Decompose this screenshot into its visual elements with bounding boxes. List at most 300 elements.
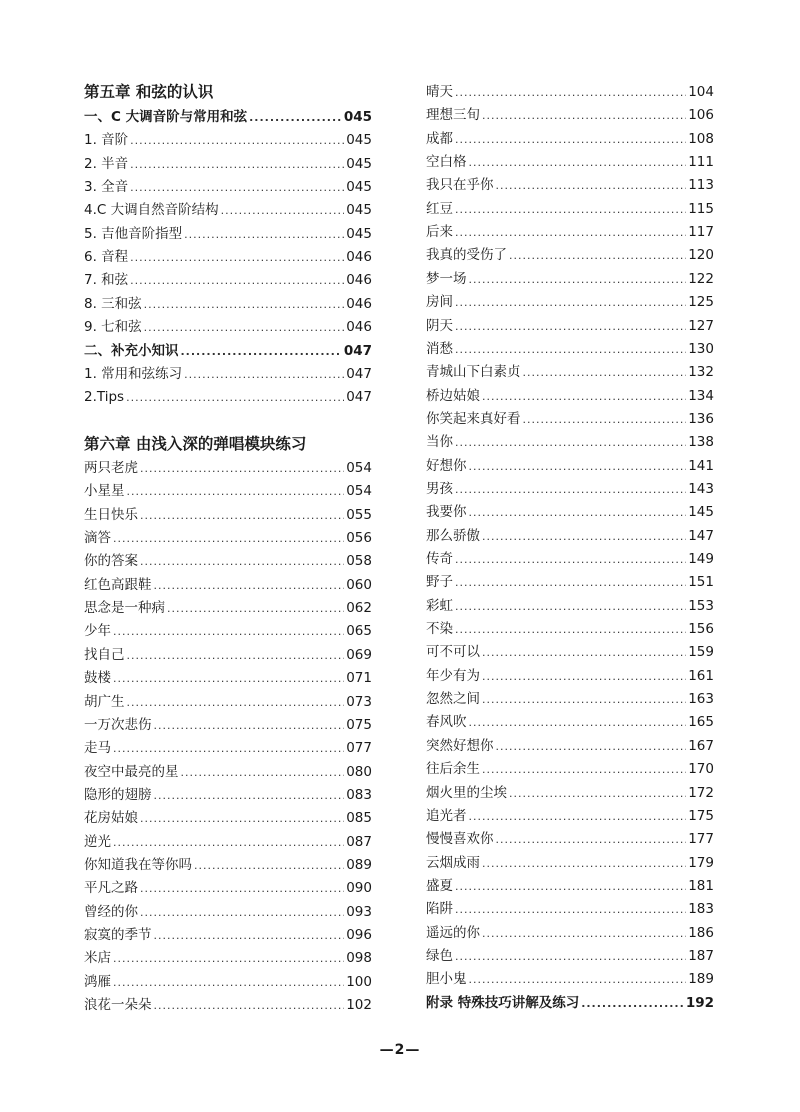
toc-entry-page: 153 [688,597,714,614]
toc-entry-page: 046 [346,319,372,336]
toc-entry-title: 寂寞的季节 [84,927,152,943]
toc-entry-title: 年少有为 [426,667,480,684]
toc-entry-page: 047 [346,389,372,406]
toc-entry [426,456,714,476]
dot-leader [581,994,684,1014]
toc-entry-title: 突然好想你 [426,737,494,754]
dot-leader [130,271,344,291]
toc-entry-page: 047 [346,365,372,382]
dot-leader [130,248,344,268]
dot-leader [496,830,687,850]
toc-entry-page: 117 [688,224,714,241]
dot-leader [482,667,686,687]
dot-leader [221,201,345,221]
toc-entry [426,946,714,966]
toc-entry-title: 一、C 大调音阶与常用和弦 [84,109,248,125]
toc-entry-page: 170 [688,761,714,778]
dot-leader [140,552,344,572]
dot-leader [113,973,344,993]
toc-entry-page: 045 [343,109,372,125]
toc-entry [426,175,714,195]
dot-leader [154,996,345,1016]
toc-entry-page: 096 [346,927,372,943]
toc-entry-page: 186 [688,924,714,941]
toc-entry-page: 090 [346,880,372,897]
toc-entry-page: 167 [688,737,714,754]
toc-entry [426,596,714,616]
toc-entry-page: 192 [685,994,714,1011]
toc-entry-page: 156 [688,621,714,638]
dot-leader [455,550,686,570]
dot-leader [144,295,345,315]
toc-entry [426,526,714,546]
dot-leader [154,786,345,806]
toc-entry-title: 可不可以 [426,644,480,661]
toc-entry-page: 045 [346,132,372,149]
toc-entry [426,362,714,382]
toc-entry-page: 120 [688,247,714,264]
toc-entry-title: 慢慢喜欢你 [426,831,494,848]
toc-entry [84,154,372,174]
toc-entry-page: 060 [346,576,372,593]
toc-entry [84,785,372,805]
toc-entry [426,269,714,289]
dot-leader [455,200,686,220]
dot-leader [113,622,344,642]
dot-leader [455,293,686,313]
toc-entry-page: 054 [346,483,372,500]
toc-entry [426,316,714,336]
toc-entry-page: 130 [688,340,714,357]
toc-entry [84,972,372,992]
toc-entry-title: 我要你 [426,504,467,521]
toc-entry [426,876,714,896]
toc-entry-page: 138 [688,434,714,451]
dot-leader [154,576,345,596]
toc-entry [426,245,714,265]
toc-entry-page: 183 [688,901,714,918]
dot-leader [113,833,344,853]
dot-leader [455,223,686,243]
toc-entry-title: 隐形的翅膀 [84,786,152,803]
toc-entry [84,481,372,501]
toc-entry-title: 你笑起来真好看 [426,410,521,427]
dot-leader [455,83,686,103]
dot-leader [113,949,344,969]
toc-entry-title: 成都 [426,130,453,147]
chapter-6-heading: 第六章 由浅入深的弹唱模块练习 [84,435,307,453]
dot-leader [509,246,686,266]
toc-entry-title: 8. 三和弦 [84,295,142,312]
toc-entry-title: 1. 音阶 [84,132,129,149]
toc-entry [426,502,714,522]
dot-leader [455,433,686,453]
toc-entry-page: 073 [346,693,372,710]
toc-entry [84,458,372,478]
toc-entry-page: 187 [688,947,714,964]
dot-leader [455,877,686,897]
toc-entry-title: 4.C 大调自然音阶结构 [84,202,219,219]
toc-entry [426,666,714,686]
toc-entry-title: 忽然之间 [426,691,480,708]
toc-entry [84,692,372,712]
toc-entry-page: 113 [688,177,714,194]
toc-entry-title: 鸿雁 [84,973,111,990]
dot-leader [469,503,687,523]
toc-entry [426,736,714,756]
dot-leader [455,597,686,617]
dot-leader [469,970,687,990]
dot-leader [482,106,686,126]
toc-entry-page: 159 [688,644,714,661]
toc-entry-page: 181 [688,877,714,894]
toc-entry [84,855,372,875]
toc-entry-title: 理想三旬 [426,107,480,124]
dot-leader [181,763,345,783]
dot-leader [455,947,686,967]
toc-entry-title: 两只老虎 [84,460,138,476]
toc-entry-title: 走马 [84,740,111,757]
dot-leader [523,363,687,383]
toc-entry-page: 077 [346,740,372,757]
toc-entry-title: 2.Tips [84,389,125,406]
toc-entry-title: 野子 [426,574,453,591]
toc-entry [84,270,372,290]
toc-entry [84,645,372,665]
toc-entry-title: 花房姑娘 [84,810,138,827]
toc-entry-page: 143 [688,480,714,497]
dot-leader [140,459,344,479]
dot-leader [181,342,342,362]
toc-entry [84,598,372,618]
toc-entry-page: 083 [346,786,372,803]
dot-leader [455,620,686,640]
toc-entry-title: 红色高跟鞋 [84,576,152,593]
toc-entry-page: 055 [346,506,372,523]
toc-entry [84,668,372,688]
toc-entry [426,386,714,406]
toc-entry [426,712,714,732]
toc-entry-title: 传奇 [426,551,453,567]
toc-entry [84,341,372,361]
toc-entry [426,105,714,125]
dot-leader [496,737,687,757]
toc-entry [426,222,714,242]
dot-leader [482,387,686,407]
toc-entry [84,247,372,267]
toc-entry-title: 你的答案 [84,553,138,570]
toc-entry-page: 125 [688,294,714,311]
dot-leader [469,153,687,173]
toc-entry [84,107,372,127]
toc-entry-title: 3. 全音 [84,179,129,196]
toc-entry-page: 132 [688,364,714,381]
toc-entry-page: 080 [346,763,372,780]
dot-leader [140,903,344,923]
dot-leader [140,879,344,899]
toc-entry-title: 青城山下白素贞 [426,364,521,381]
toc-entry [426,292,714,312]
toc-entry [84,762,372,782]
toc-entry [426,199,714,219]
toc-entry-title: 你知道我在等你吗 [84,856,192,873]
toc-entry-title: 空白格 [426,154,467,171]
toc-entry-page: 065 [346,623,372,640]
toc-entry-page: 151 [688,574,714,591]
toc-entry-page: 069 [346,646,372,663]
toc-entry-page: 172 [688,784,714,801]
toc-entry-page: 141 [688,457,714,474]
toc-entry-title: 阴天 [426,317,453,334]
toc-entry-title: 房间 [426,294,453,311]
dot-leader [130,131,344,151]
toc-entry-title: 逆光 [84,833,111,850]
toc-entry [84,200,372,220]
dot-leader [130,155,344,175]
toc-entry-title: 鼓楼 [84,670,111,687]
toc-entry-title: 思念是一种病 [84,600,165,617]
toc-entry-page: 165 [688,714,714,731]
dot-leader [455,130,686,150]
toc-entry-title: 晴天 [426,84,453,100]
toc-entry-title: 滴答 [84,530,111,547]
dot-leader [509,784,686,804]
toc-entry-title: 遥远的你 [426,924,480,941]
toc-entry-title: 桥边姑娘 [426,387,480,404]
toc-entry-page: 085 [346,810,372,827]
toc-entry [84,995,372,1015]
toc-entry [84,621,372,641]
toc-entry [84,902,372,922]
toc-entry-title: 附录 特殊技巧讲解及练习 [426,994,580,1011]
toc-entry-title: 浪花一朵朵 [84,997,152,1014]
toc-entry-page: 058 [346,553,372,570]
dot-leader [126,388,344,408]
toc-entry-title: 夜空中最亮的星 [84,763,179,780]
toc-entry-page: 189 [688,971,714,988]
toc-entry-title: 找自己 [84,646,125,663]
toc-entry-page: 134 [688,387,714,404]
toc-entry-title: 6. 音程 [84,249,129,266]
toc-entry-title: 胡广生 [84,693,125,710]
toc-entry-page: 127 [688,317,714,334]
toc-entry-title: 云烟成雨 [426,854,480,871]
toc-entry-page: 122 [688,270,714,287]
dot-leader [469,457,687,477]
toc-entry-page: 056 [346,530,372,547]
chapter-5-heading: 第五章 和弦的认识 [84,83,214,101]
dot-leader [482,854,686,874]
dot-leader [154,716,345,736]
toc-entry [426,969,714,989]
toc-entry-page: 045 [346,225,372,242]
toc-entry [426,409,714,429]
toc-entry [426,82,714,102]
toc-entry-page: 045 [346,155,372,172]
toc-entry [84,505,372,525]
toc-entry [84,528,372,548]
toc-entry-title: 后来 [426,224,453,241]
toc-entry-title: 我真的受伤了 [426,247,507,264]
toc-entry-title: 往后余生 [426,761,480,778]
toc-entry-title: 胆小鬼 [426,971,467,988]
dot-leader [130,178,344,198]
toc-entry-page: 054 [346,460,372,476]
dot-leader [249,108,342,128]
dot-leader [469,713,687,733]
toc-entry [84,294,372,314]
toc-entry-title: 我只在乎你 [426,177,494,194]
toc-entry-title: 2. 半音 [84,155,129,172]
toc-entry-page: 111 [688,154,714,171]
dot-leader [140,506,344,526]
toc-entry [84,387,372,407]
toc-entry [84,130,372,150]
toc-entry-title: 梦一场 [426,270,467,287]
toc-entry [426,899,714,919]
toc-entry [84,808,372,828]
toc-entry-title: 好想你 [426,457,467,474]
toc-entry-title: 绿色 [426,947,453,964]
toc-entry-title: 平凡之路 [84,880,138,897]
dot-leader [455,900,686,920]
toc-entry-title: 盛夏 [426,877,453,894]
toc-entry-page: 045 [346,202,372,219]
toc-entry [426,479,714,499]
toc-entry-title: 一万次悲伤 [84,716,152,733]
toc-entry [84,715,372,735]
toc-entry [84,948,372,968]
toc-entry [84,317,372,337]
toc-entry-title: 那么骄傲 [426,527,480,544]
toc-entry-title: 曾经的你 [84,903,138,920]
toc-entry-title: 二、补充小知识 [84,342,179,359]
toc-entry-title: 少年 [84,623,111,640]
toc-entry-page: 071 [346,670,372,687]
dot-leader [127,482,345,502]
toc-entry [426,572,714,592]
toc-entry-title: 9. 七和弦 [84,319,142,336]
toc-entry-page: 108 [688,130,714,147]
toc-entry [84,575,372,595]
dot-leader [482,643,686,663]
toc-entry-page: 093 [346,903,372,920]
toc-entry-page: 047 [343,342,372,359]
toc-entry-title: 米店 [84,950,111,967]
toc-entry-page: 062 [346,600,372,617]
toc-entry-title: 7. 和弦 [84,272,129,289]
dot-leader [482,527,686,547]
toc-entry [426,853,714,873]
toc-entry-page: 106 [688,107,714,124]
toc-entry-page: 098 [346,950,372,967]
toc-entry-page: 136 [688,410,714,427]
toc-entry-title: 红豆 [426,200,453,217]
toc-entry [84,738,372,758]
toc-entry [426,152,714,172]
toc-entry [84,551,372,571]
toc-entry-title: 陷阱 [426,901,453,918]
dot-leader [127,693,345,713]
toc-entry [84,177,372,197]
toc-entry-title: 消愁 [426,340,453,357]
dot-leader [455,573,686,593]
toc-entry [426,759,714,779]
toc-entry-page: 045 [346,179,372,196]
toc-entry [426,783,714,803]
toc-entry-page: 175 [688,807,714,824]
toc-entry-title: 追光者 [426,807,467,824]
toc-entry [426,549,714,569]
toc-entry [426,829,714,849]
dot-leader [469,270,687,290]
toc-entry-page: 046 [346,249,372,266]
dot-leader [523,410,687,430]
dot-leader [140,809,344,829]
dot-leader [113,529,344,549]
toc-entry [426,806,714,826]
dot-leader [144,318,345,338]
toc-entry-page: 102 [346,997,372,1014]
toc-entry [426,689,714,709]
dot-leader [167,599,344,619]
dot-leader [154,926,345,946]
dot-leader [194,856,344,876]
toc-entry-page: 179 [688,854,714,871]
toc-entry-title: 小星星 [84,483,125,500]
dot-leader [482,690,686,710]
toc-entry-page: 115 [688,200,714,217]
toc-entry-page: 046 [346,295,372,312]
page-number: —2— [379,1042,421,1058]
toc-entry-page: 100 [346,973,372,990]
toc-entry [426,129,714,149]
dot-leader [496,176,687,196]
toc-entry [84,878,372,898]
toc-entry-page: 161 [688,667,714,684]
toc-entry-title: 春风吹 [426,714,467,731]
toc-entry-title: 烟火里的尘埃 [426,784,507,801]
toc-entry [84,364,372,384]
toc-entry [426,339,714,359]
dot-leader [127,646,345,666]
toc-entry [426,432,714,452]
dot-leader [455,480,686,500]
toc-entry-page: 163 [688,691,714,708]
dot-leader [482,924,686,944]
toc-entry-page: 075 [346,716,372,733]
dot-leader [113,739,344,759]
toc-entry-title: 1. 常用和弦练习 [84,365,183,382]
toc-entry-page: 046 [346,272,372,289]
toc-entry-page: 087 [346,833,372,850]
toc-entry-page: 177 [688,831,714,848]
toc-entry-page: 145 [688,504,714,521]
toc-entry-title: 男孩 [426,480,453,497]
toc-entry-title: 当你 [426,434,453,451]
toc-entry [426,923,714,943]
toc-entry-title: 不染 [426,621,453,638]
toc-entry-title: 彩虹 [426,597,453,614]
toc-entry [84,224,372,244]
toc-entry-page: 149 [688,551,714,567]
toc-entry [84,925,372,945]
dot-leader [455,340,686,360]
toc-entry-title: 5. 吉他音阶指型 [84,225,183,242]
dot-leader [184,225,344,245]
dot-leader [482,760,686,780]
toc-entry [426,642,714,662]
